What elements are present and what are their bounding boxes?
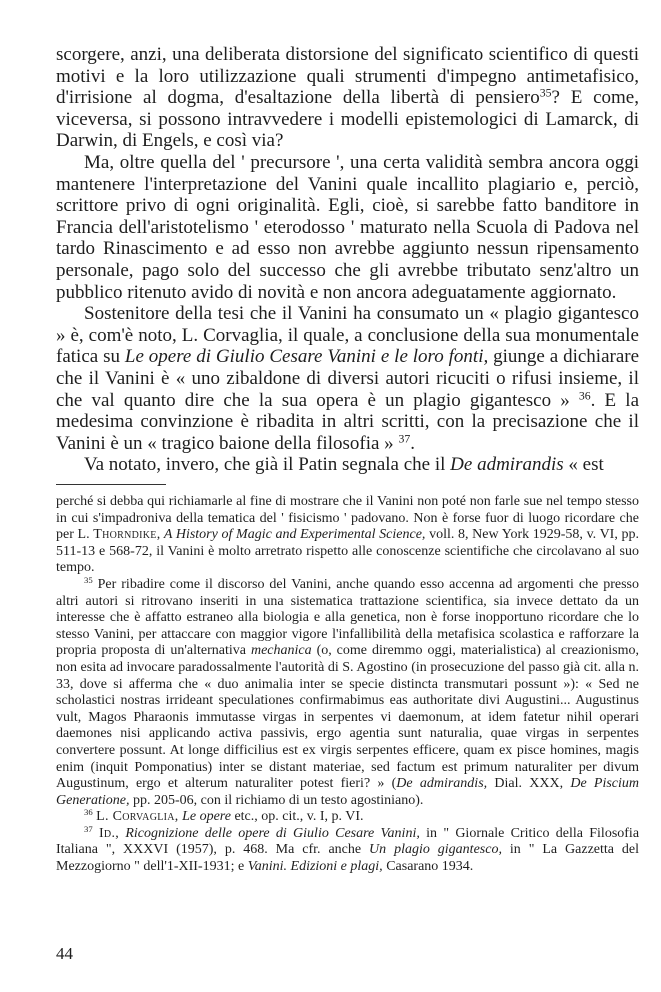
main-text [56, 44, 639, 476]
paragraph-2: Ma, oltre quella del ' precursore ', una certa validità sembra ancora oggi mantenere l'interpretazione del Vanini quale incallito plagiario e, perciò, scrittore privo di ogni originalità. Egli, cioè, si sarebbe fatto banditore in Francia dell'aristotelismo ' eterodosso ' maturato nella Scuola di Padova nel tardo Rinascimento e ad esso non avrebbe aggiunto nessun ripensamento personale, pago solo del successo che gli avrebbe tributato senz'altro un pubblico ritenuto avido di novità e non ancora adeguatamente aggiornato. [56, 151, 639, 303]
footnote-37: $^{37}$ Id., Ricognizione delle opere di Giulio Cesare Vanini, in " Giornale Critico della Filosofia Italiana ", XXXVI (1957), p. 468. Ma cfr. anche Un plagio gigantesco, in " La Gazzetta del Mezzogiorno " dell'1-XII-1931; e Vanini. Edizioni e plagi, Casarano 1934. [56, 824, 640, 875]
work-title: De admirandis [450, 454, 564, 476]
book-title: A History of Magic and Experimental Science, [163, 527, 426, 543]
footnote-number: 36 [84, 807, 93, 818]
book-title: Le opere di Giulio Cesare Vanini e le loro fonti, [124, 346, 489, 368]
footnote-number: 37 [84, 824, 93, 835]
footnote-separator [56, 484, 166, 485]
footnote-ref-36[interactable]: 36 [578, 389, 591, 403]
paragraph-3: Sostenitore della tesi che il Vanini ha consumato un « plagio gigantesco » è, com'è noto, L. Corvaglia, il quale, a conclusione della sua monumentale fatica su Le opere di Giulio Cesare Vanini e le loro fonti, giunge a dichiarare che il Vanini è « uno zibaldone di diversi autori ricuciti o rifusi insieme, il che val quanto dire che la sua opera è un plagio gigantesco » $^{36}$. E la medesima convinzione è ribadita in altri scritti, con la precisazione che il Vanini è un « tragico baione della filosofia » $^{37}$. [56, 303, 640, 454]
footnote-ref-35[interactable]: 35 [539, 86, 552, 100]
footnote-ref-37[interactable]: 37 [398, 432, 411, 446]
author-name: Thorndike [93, 527, 157, 543]
footnote-number: 35 [84, 575, 93, 586]
paragraph-4: Va notato, invero, che già il Patin segnala che il De admirandis « est [84, 454, 604, 476]
page-number: 44 [56, 944, 73, 963]
footnote-continuation: perché si debba qui richiamarle al fine di mostrare che il Vanini non poté non farle sue nel tempo stesso in cui s'impadroniva della tematica del ' fisicismo ' padovano. Non è forse fuor di luogo ricordare che per L. Thorndike, A History of Magic and Experimental Science, voll. 8, New York 1929-58, v. VI, pp. 511-13 e 568-72, il Vanini è molto arretrato rispetto alle conoscenze scientifiche che circolavano al suo tempo. [56, 494, 639, 576]
footnote-35: $^{35}$ Per ribadire come il discorso del Vanini, anche quando esso accenna ad argomenti che presso altri autori si ritrovano inseriti in una sistematica trattazione scientifica, sia invece dettato da un interesse che è affatto estraneo alla biologia e alla genetica, non è forse inopportuno ricordare che lo stesso Vanini, per attaccare con maggior vigore l'infallibilità della metafisica scolastica e rafforzare la propria proposta di un'alternativa mechanica (o, come diremmo oggi, materialistica) al creazionismo, non esita ad invocare paradossalmente l'autorità di S. Agostino (in prosecuzione del passo già cit. alla n. 33, dove si afferma che « duo animalia inter se specie distincta transmutari possunt »): « Sed ne scholastici nostras irrideant speculationes confirmabimus eas authoritate divi Augustini... Augustinus vult, Magos Pharaonis immutasse virgas in serpentes vi daemonum, at idem fatetur nihil operari daemones nisi applicando activa passivis, ergo agentia sunt naturalia, quae virgas in serpentes convertere possunt. At longe difficilius est ex virgis serpentes efficere, quam ex pisce homines, magis enim (inquit Pomponatius) inter se distant materiae, sed factum est primum naturaliter per divum Augustinum, ergo et alterum naturaliter potest fieri? » (De admirandis, Dial. XXX, De Piscium Generatione, pp. 205-06, con il richiamo di un testo agostiniano). [56, 575, 640, 808]
paragraph-1: scorgere, anzi, una deliberata distorsione del significato scientifico di questi motivi e la loro utilizzazione quali strumenti d'impegno antimetafisico, d'irrisione al dogma, d'esaltazione della libertà di pensiero$^{35}$? E come, viceversa, si possono intravvedere i modelli epistemologici di Lamarck, di Darwin, di Engels, e così via? [56, 44, 639, 152]
footnote-36: $^{36}$ L. Corvaglia, Le opere etc., op. cit., v. I, p. VI. [84, 807, 364, 825]
footnotes [56, 494, 639, 876]
